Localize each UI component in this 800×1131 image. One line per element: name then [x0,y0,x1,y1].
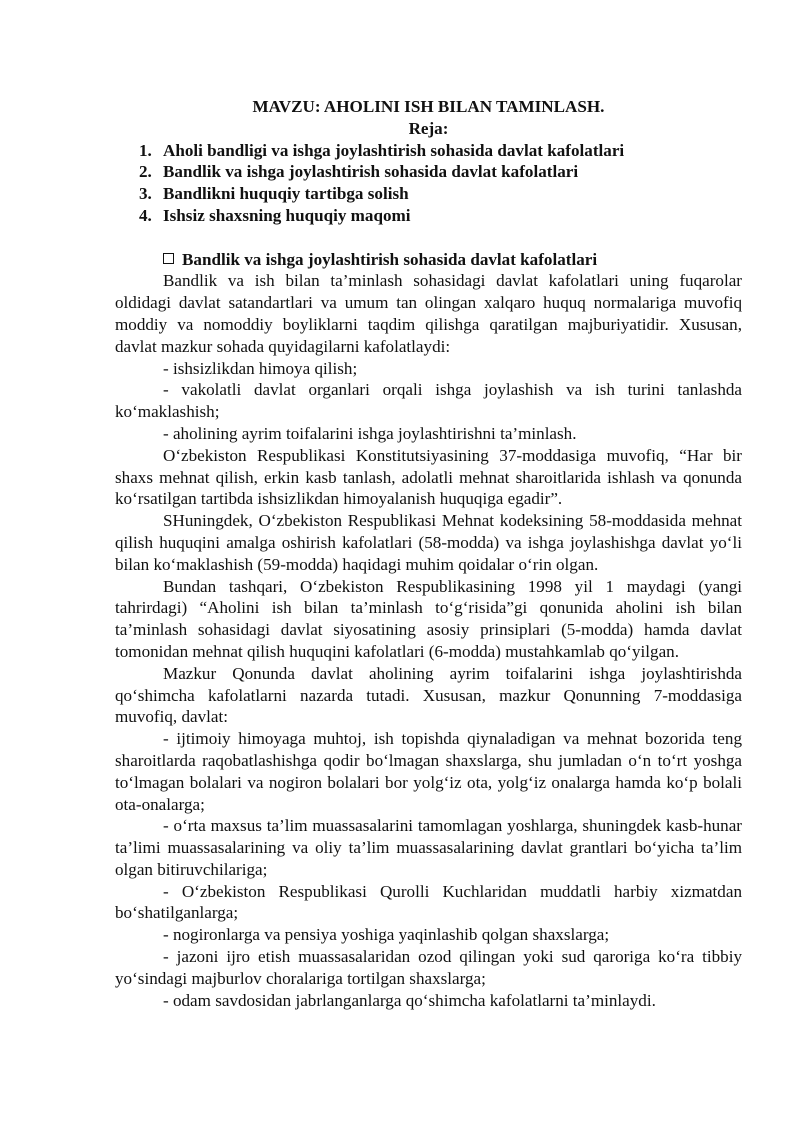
plan-item-number: 3. [139,184,152,204]
plan-item-text: Ishsiz shaxsning huquqiy maqomi [163,205,411,225]
dash-item: - jazoni ijro etish muassasalaridan ozod qilingan yoki sud qaroriga ko‘ra tibbiy yo‘sindagi majburlov choralariga tortilgan shaxslarga; [115,947,742,988]
plan-item [115,183,742,205]
section-heading-text: Bandlik va ishga joylashtirish sohasida davlat kafolatlari [182,249,598,269]
plan-item-number: 2. [139,162,152,182]
paragraph: Mazkur Qonunda davlat aholining ayrim toifalarini ishga joylashtirishda qo‘shimcha kafolatlarni nazarda tutadi. Xususan, mazkur Qonunning 7-moddasiga muvofiq, davlat: [115,663,742,727]
dash-item: - ijtimoiy himoyaga muhtoj, ish topishda qiynaladigan va mehnat bozorida teng sharoitlarda raqobatlashishga qodir bo‘lmagan shaxslarga, shu jumladan o‘n to‘rt yoshga to‘lmagan bolalari va nogiron bolalari bor yolg‘iz ota, yolg‘iz onalarga hamda ko‘p bolali ota-onalarga; [115,729,742,814]
section-heading [115,249,742,271]
plan-heading: Reja: [408,118,449,138]
plan-item [115,205,742,227]
paragraph: O‘zbekiston Respublikasi Konstitutsiyasining 37-moddasiga muvofiq, “Har bir shaxs mehnat qilish, erkin kasb tanlash, adolatli mehnat sharoitlarida ishlash va qonunda ko‘rsatilgan tartibda ishsizlikdan himoyalanish huquqiga egadir”. [115,445,742,509]
document-body [115,96,742,1011]
plan-item-number: 1. [139,140,152,160]
plan-item [115,140,742,162]
checkbox-bullet-icon [163,253,174,264]
dash-item: - o‘rta maxsus ta’lim muassasalarini tamomlagan yoshlarga, shuningdek kasb-hunar ta’limi muassasalarining va oliy ta’lim muassasalarining davlat grantlari bo‘yicha ta’lim olgan bitiruvchilariga; [115,816,742,879]
dash-item: - O‘zbekiston Respublikasi Qurolli Kuchlaridan muddatli harbiy xizmatdan bo‘shatilganlarga; [115,881,742,923]
plan-item-text: Bandlikni huquqiy tartibga solish [163,184,409,204]
dash-item: - ishsizlikdan himoya qilish; [163,358,358,378]
plan-item-number: 4. [139,205,152,225]
paragraph: Bandlik va ish bilan ta’minlash sohasidagi davlat kafolatlari uning fuqarolar oldidagi davlat satandartlari va umum tan olingan xalqaro huquq normalariga muvofiq moddiy va nomoddiy boyliklarni taqdim qilishga qaratilgan majburiyatidir. Xususan, davlat mazkur sohada quyidagilarni kafolatlaydi: [115,271,742,356]
plan-item-text: Bandlik va ishga joylashtirish sohasida davlat kafolatlari [163,162,579,182]
paragraph: Bundan tashqari, O‘zbekiston Respublikasining 1998 yil 1 maydagi (yangi tahrirdagi) “Aholini ish bilan ta’minlash to‘g‘risida”gi qonunida aholini ish bilan ta’minlash sohasidagi davlat siyosatining asosiy prinsiplari (5-modda) hamda davlat tomonidan mehnat qilish huquqini kafolatlari (6-modda) mustahkamlab qo‘yilgan. [115,576,742,661]
dash-item: - odam savdosidan jabrlanganlarga qo‘shimcha kafolatlarni ta’minlaydi. [163,990,656,1010]
document-title: MAVZU: AHOLINI ISH BILAN TAMINLASH. [252,97,605,116]
paragraph: SHuningdek, O‘zbekiston Respublikasi Mehnat kodeksining 58-moddasida mehnat qilish huquqini amalga oshirish kafolatlari (58-modda) va ishga joylashishga davlat yo‘li bilan ko‘maklashish (59-modda) haqidagi muhim qoidalar o‘rin olgan. [115,511,742,574]
dash-item: - vakolatli davlat organlari orqali ishga joylashish va ish turini tanlashda ko‘maklashish; [115,380,742,422]
dash-item: - nogironlarga va pensiya yoshiga yaqinlashib qolgan shaxslarga; [163,925,610,945]
plan-item-text: Aholi bandligi va ishga joylashtirish sohasida davlat kafolatlari [163,140,625,160]
spacer [115,227,742,249]
plan-list [115,140,742,227]
plan-item [115,161,742,183]
dash-item: - aholining ayrim toifalarini ishga joylashtirishni ta’minlash. [163,423,577,443]
